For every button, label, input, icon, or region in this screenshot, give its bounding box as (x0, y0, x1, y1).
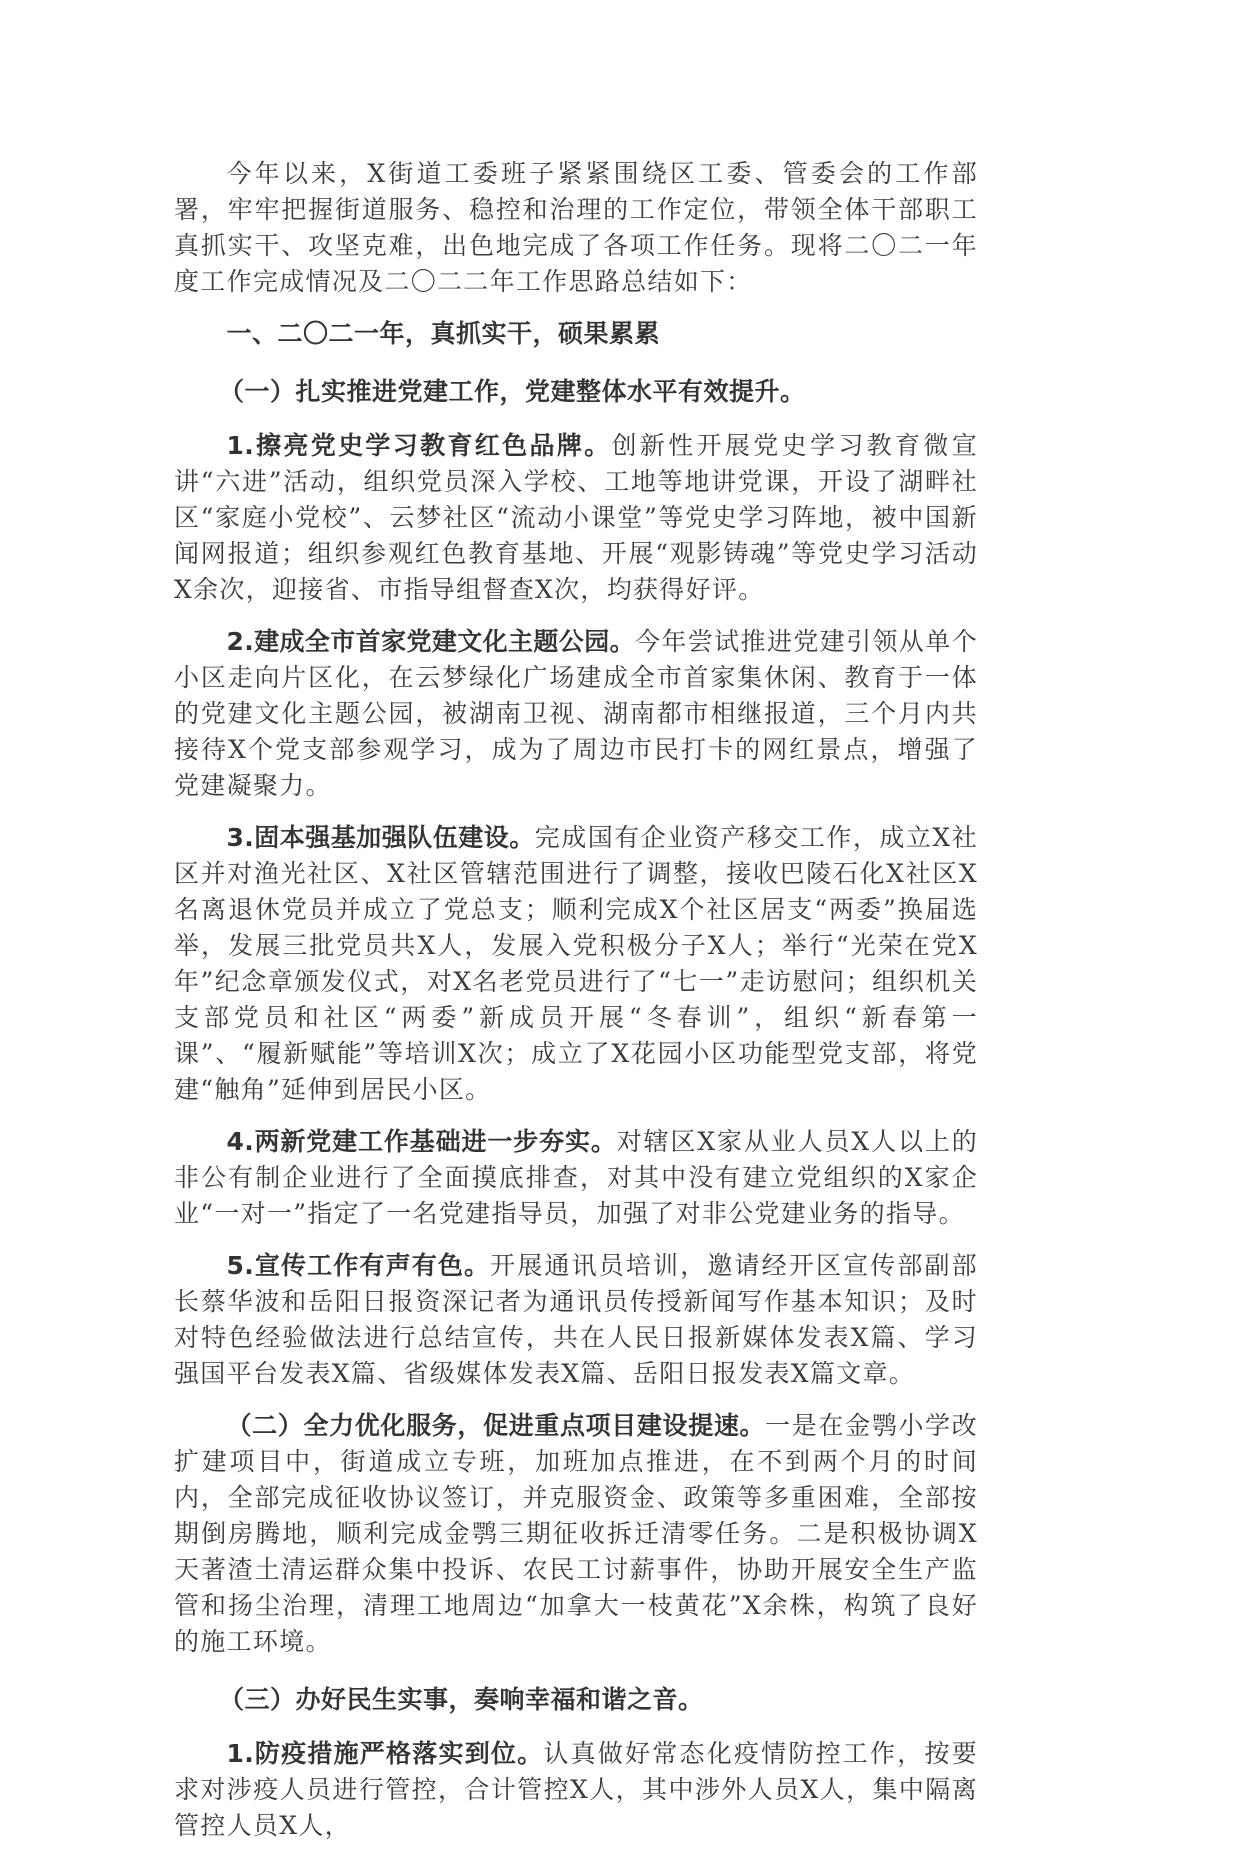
item-lead: 5.宣传工作有声有色。 (226, 1251, 491, 1280)
item-body: 创新性开展党史学习教育微宣讲“六进”活动，组织党员深入学校、工地等地讲党课，开设了湖畔社区“家庭小党校”、云梦社区“流动小课堂”等党史学习阵地，被中国新闻网报道；组织参观红色教育基地、开展“观影铸魂”等党史学习活动X余次，迎接省、市指导组督查X次，均获得好评。 (174, 431, 978, 604)
item-body: 今年尝试推进党建引领从单个小区走向片区化，在云梦绿化广场建成全市首家集休闲、教育于一体的党建文化主题公园，被湖南卫视、湖南都市相继报道，三个月内共接待X个党支部参观学习，成为了周边市民打卡的网红景点，增强了党建凝聚力。 (174, 627, 978, 800)
item-body: 对辖区X家从业人员X人以上的非公有制企业进行了全面摸底排查，对其中没有建立党组织的X家企业“一对一”指定了一名党建指导员，加强了对非公党建业务的指导。 (174, 1127, 978, 1228)
subsection-2-body: 一是在金鹗小学改扩建项目中，街道成立专班，加班加点推进，在不到两个月的时间内，全部完成征收协议签订，并克服资金、政策等多重困难，全部按期倒房腾地，顺利完成金鹗三期征收拆迁清零任务。二是积极协调X天著渣土清运群众集中投诉、农民工讨薪事件，协助开展安全生产监管和扬尘治理，清理工地周边“加拿大一枝黄花”X余株，构筑了良好的施工环境。 (174, 1411, 978, 1656)
intro-paragraph: 今年以来，X街道工委班子紧紧围绕区工委、管委会的工作部署，牢牢把握街道服务、稳控和治理的工作定位，带领全体干部职工真抓实干、攻坚克难，出色地完成了各项工作任务。现将二〇二一年度工作完成情况及二〇二二年工作思路总结如下： (174, 159, 978, 296)
item-body: 完成国有企业资产移交工作，成立X社区并对渔光社区、X社区管辖范围进行了调整，接收巴陵石化X社区X名离退休党员并成立了党总支；顺利完成X个社区居支“两委”换届选举，发展三批党员共X人，发展入党积极分子X人；举行“光荣在党X年”纪念章颁发仪式，对X名老党员进行了“七一”走访慰问；组织机关支部党员和社区“两委”新成员开展“冬春训”，组织“新春第一课”、“履新赋能”等培训X次；成立了X花园小区功能型党支部，将党建“触角”延伸到居民小区。 (174, 823, 978, 1104)
section-1-heading: 一、二〇二一年，真抓实干，硕果累累 (226, 319, 661, 348)
subsection-2-paragraph (174, 1408, 978, 1660)
subsection-1-heading: （一）扎实推进党建工作，党建整体水平有效提升。 (219, 377, 806, 406)
subsection-2-lead: （二）全力优化服务，促进重点项目建设提速。 (226, 1411, 766, 1440)
item-lead: 1.防疫措施严格落实到位。 (226, 1739, 544, 1768)
item-lead: 1.擦亮党史学习教育红色品牌。 (226, 431, 612, 460)
item-paragraph (174, 624, 978, 804)
item-paragraph (174, 1736, 978, 1844)
item-paragraph (174, 1124, 978, 1232)
item-body: 认真做好常态化疫情防控工作，按要求对涉疫人员进行管控，合计管控X人，其中涉外人员X人，集中隔离管控人员X人， (174, 1739, 978, 1840)
item-paragraph (174, 820, 978, 1108)
item-body: 开展通讯员培训，邀请经开区宣传部副部长蔡华波和岳阳日报资深记者为通讯员传授新闻写作基本知识；及时对特色经验做法进行总结宣传，共在人民日报新媒体发表X篇、学习强国平台发表X篇、省级媒体发表X篇、岳阳日报发表X篇文章。 (174, 1251, 978, 1388)
item-paragraph (174, 1248, 978, 1392)
item-lead: 3.固本强基加强队伍建设。 (226, 823, 535, 852)
item-lead: 4.两新党建工作基础进一步夯实。 (226, 1127, 617, 1156)
document-page (174, 156, 978, 1860)
item-paragraph (174, 428, 978, 608)
subsection-3-heading: （三）办好民生实事，奏响幸福和谐之音。 (219, 1685, 704, 1714)
item-lead: 2.建成全市首家党建文化主题公园。 (226, 627, 635, 656)
